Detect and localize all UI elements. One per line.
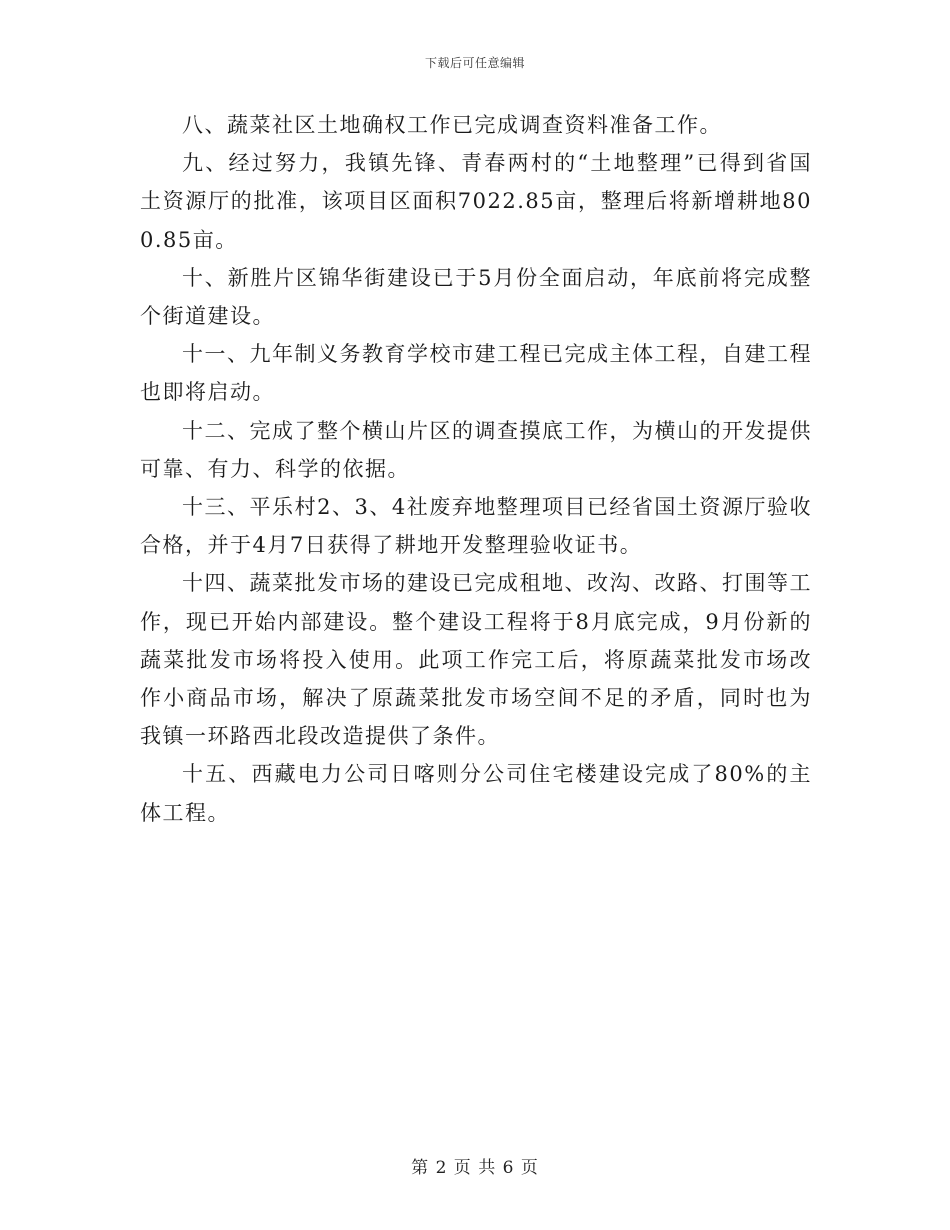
paragraph-15: 十五、西藏电力公司日喀则分公司住宅楼建设完成了80%的主体工程。 [140, 762, 812, 825]
paragraph-9: 九、经过努力，我镇先锋、青春两村的“土地整理”已得到省国土资源厅的批准，该项目区面积7022.85亩，整理后将新增耕地800.85亩。 [140, 151, 812, 252]
paragraph-12: 十二、完成了整个横山片区的调查摸底工作，为横山的开发提供可靠、有力、科学的依据。 [140, 418, 812, 481]
document-body [140, 106, 812, 832]
paragraph-8: 八、蔬菜社区土地确权工作已完成调查资料准备工作。 [182, 113, 722, 137]
paragraph-11: 十一、九年制义务教育学校市建工程已完成主体工程，自建工程也即将启动。 [140, 342, 812, 405]
paragraph-10: 十、新胜片区锦华街建设已于5月份全面启动，年底前将完成整个街道建设。 [140, 265, 812, 329]
page-number-footer: 第 2 页 共 6 页 [411, 1158, 539, 1178]
paragraph-14: 十四、蔬菜批发市场的建设已完成租地、改沟、改路、打围等工作，现已开始内部建设。整个建设工程将于8月底完成，9月份新的蔬菜批发市场将投入使用。此项工作完工后，将原蔬菜批发市场改作小商品市场，解决了原蔬菜批发市场空间不足的矛盾，同时也为我镇一环路西北段改造提供了条件。 [140, 571, 812, 749]
page-header: 下载后可任意编辑 [424, 56, 525, 70]
paragraph-13: 十三、平乐村2、3、4社废弃地整理项目已经省国土资源厅验收合格，并于4月7日获得了耕地开发整理验收证书。 [140, 495, 812, 558]
